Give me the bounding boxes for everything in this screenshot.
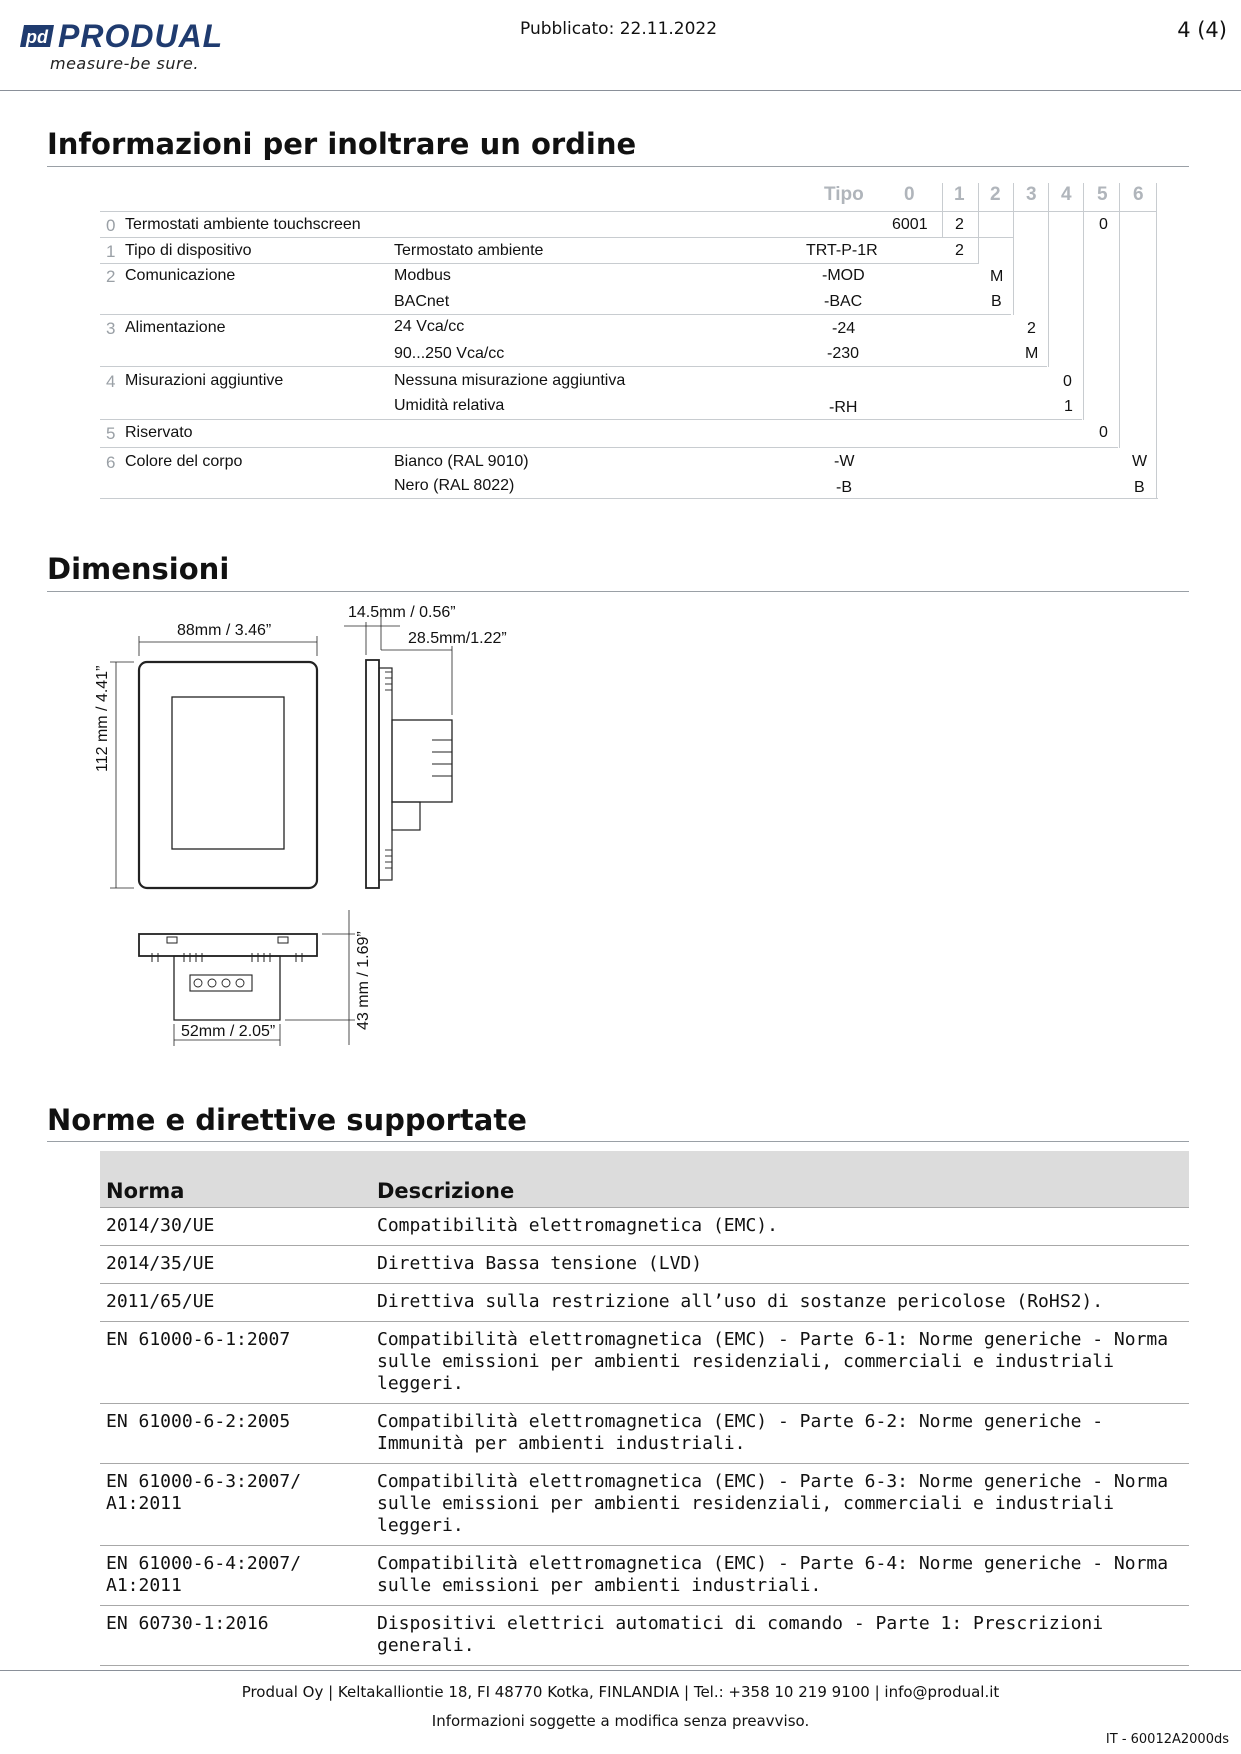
table-row	[100, 1322, 1189, 1404]
table-row	[100, 1404, 1189, 1464]
table-row	[100, 1464, 1189, 1546]
order-row-num: 4	[106, 372, 116, 391]
order-option-value: 1	[1064, 398, 1073, 415]
dimension-drawing	[0, 0, 560, 1060]
order-row-num: 2	[106, 267, 116, 286]
order-option-code: -B	[836, 479, 852, 496]
front-view-frame	[139, 662, 317, 888]
order-row-label: Riservato	[125, 424, 193, 441]
order-row-label: Termostati ambiente touchscreen	[125, 216, 361, 233]
order-option-name: Umidità relativa	[394, 397, 505, 414]
norma-cell: 2014/35/UE	[100, 1246, 371, 1284]
order-row0-code: 6001	[892, 216, 928, 233]
table-row	[100, 1208, 1189, 1246]
order-col-3: 3	[1026, 184, 1037, 205]
order-col-2: 2	[990, 184, 1001, 205]
dim-depth-front-label: 14.5mm / 0.56”	[348, 604, 456, 621]
svg-text:pd: pd	[26, 27, 48, 47]
side-view-front-plate	[366, 660, 379, 888]
order-row-num: 3	[106, 319, 116, 338]
order-vline-5	[1083, 183, 1084, 420]
order-option-value: B	[991, 293, 1002, 310]
footer-notice: Informazioni soggette a modifica senza preavviso.	[431, 1712, 810, 1730]
order-vline-6	[1119, 183, 1120, 448]
dim-height-label: 112 mm / 4.41”	[94, 665, 111, 772]
document-id: IT - 60012A2000ds	[1105, 1732, 1229, 1747]
dim-back-height-label: 43 mm / 1.69”	[355, 931, 372, 1030]
dim-width-label: 88mm / 3.46”	[177, 622, 272, 639]
table-row	[100, 1246, 1189, 1284]
order-option-name: BACnet	[394, 293, 450, 310]
order-option-code: -RH	[829, 399, 858, 416]
order-vline-2	[978, 183, 979, 264]
logo-tagline: measure-be sure.	[50, 54, 199, 73]
page-number: 4 (4)	[1177, 18, 1227, 42]
standards-header-row	[100, 1151, 1189, 1208]
order-option-name: 24 Vca/cc	[394, 318, 465, 335]
order-section-title: Informazioni per inoltrare un ordine	[47, 127, 637, 161]
order-option-value: 2	[955, 242, 964, 259]
order-option-value: M	[990, 268, 1004, 285]
norma-cell: EN 61000-6-3:2007/ A1:2011	[100, 1464, 371, 1546]
footer-address: Produal Oy | Keltakalliontie 18, FI 48770 Kotka, FINLANDIA | Tel.: +358 10 219 9100 | info@produal.it	[241, 1683, 1000, 1701]
logo-brand: PRODUAL	[58, 18, 224, 54]
order-option-value: M	[1025, 345, 1039, 362]
order-col-tipo: Tipo	[824, 184, 864, 205]
norma-cell: EN 61000-6-1:2007	[100, 1322, 371, 1404]
published-date: Pubblicato: 22.11.2022	[520, 19, 718, 39]
order-option-code: TRT-P-1R	[806, 242, 878, 259]
order-row-num: 6	[106, 453, 116, 472]
order-row0-val5: 0	[1099, 216, 1108, 233]
table-row	[100, 1546, 1189, 1606]
order-col-0: 0	[904, 184, 915, 205]
order-option-value: B	[1134, 479, 1145, 496]
standards-section-title: Norme e direttive supportate	[47, 1103, 527, 1137]
dim-depth-total-label: 28.5mm/1.22”	[408, 630, 507, 647]
order-option-name: Termostato ambiente	[394, 242, 544, 259]
order-row-num: 1	[106, 242, 116, 261]
order-option-code: -BAC	[824, 293, 863, 310]
order-option-value: 2	[1027, 320, 1036, 337]
order-row-label: Alimentazione	[125, 319, 226, 336]
order-row-num: 0	[106, 216, 116, 235]
descr-cell: Compatibilità elettromagnetica (EMC).	[371, 1208, 1189, 1246]
order-col-1: 1	[954, 184, 965, 205]
table-row	[100, 1284, 1189, 1322]
order-vline-4	[1048, 183, 1049, 367]
order-row-label: Colore del corpo	[125, 453, 243, 470]
norma-cell: EN 61000-6-2:2005	[100, 1404, 371, 1464]
order-option-name: Modbus	[394, 267, 451, 284]
col-norma: Norma	[106, 1179, 185, 1203]
dimensions-section-title: Dimensioni	[47, 552, 230, 586]
col-descrizione: Descrizione	[377, 1179, 515, 1203]
order-option-code: -W	[834, 453, 855, 470]
order-option-value: 0	[1063, 373, 1072, 390]
descr-cell: Compatibilità elettromagnetica (EMC) - Parte 6-4: Norme generiche - Norma sulle emissioni per ambienti industriali.	[371, 1546, 1189, 1606]
side-view-body	[392, 720, 452, 802]
order-option-value: 0	[1099, 424, 1108, 441]
order-vline-7	[1156, 183, 1157, 499]
order-vline-3	[1013, 183, 1014, 315]
standards-title-rule	[47, 1141, 1189, 1142]
norma-cell: EN 61000-6-4:2007/ A1:2011	[100, 1546, 371, 1606]
order-option-name: Nessuna misurazione aggiuntiva	[394, 372, 626, 389]
norma-cell: 2011/65/UE	[100, 1284, 371, 1322]
order-option-code: -MOD	[822, 267, 865, 284]
footer-divider	[0, 1670, 1241, 1671]
order-col-5: 5	[1097, 184, 1108, 205]
order-option-name: Bianco (RAL 9010)	[394, 453, 529, 470]
descr-cell: Compatibilità elettromagnetica (EMC) - Parte 6-1: Norme generiche - Norma sulle emissioni per ambienti residenziali, commerciali e industriali leggeri.	[371, 1322, 1189, 1404]
order-option-name: 90...250 Vca/cc	[394, 345, 505, 362]
norma-cell: 2014/30/UE	[100, 1208, 371, 1246]
descr-cell: Direttiva sulla restrizione all’uso di sostanze pericolose (RoHS2).	[371, 1284, 1189, 1322]
front-view-screen	[172, 697, 284, 849]
descr-cell: Dispositivi elettrici automatici di comando - Parte 1: Prescrizioni generali.	[371, 1606, 1189, 1666]
descr-cell: Compatibilità elettromagnetica (EMC) - Parte 6-2: Norme generiche - Immunità per ambienti industriali.	[371, 1404, 1189, 1464]
order-vline-1	[942, 183, 943, 238]
order-option-value: W	[1132, 453, 1148, 470]
order-option-code: -24	[832, 320, 856, 337]
order-row-label: Misurazioni aggiuntive	[125, 372, 284, 389]
dim-back-width-label: 52mm / 2.05”	[181, 1023, 276, 1040]
table-row	[100, 1606, 1189, 1666]
order-col-4: 4	[1061, 184, 1072, 205]
order-row-num: 5	[106, 424, 116, 443]
order-row0-val1: 2	[955, 216, 964, 233]
order-row-label: Tipo di dispositivo	[125, 242, 252, 259]
order-option-code: -230	[827, 345, 860, 362]
descr-cell: Compatibilità elettromagnetica (EMC) - Parte 6-3: Norme generiche - Norma sulle emissioni per ambienti residenziali, commerciali e industriali leggeri.	[371, 1464, 1189, 1546]
order-col-6: 6	[1133, 184, 1144, 205]
back-view-frame	[139, 934, 317, 956]
order-row-label: Comunicazione	[125, 267, 236, 284]
standards-table	[100, 1151, 1189, 1666]
norma-cell: EN 60730-1:2016	[100, 1606, 371, 1666]
order-option-name: Nero (RAL 8022)	[394, 477, 515, 494]
descr-cell: Direttiva Bassa tensione (LVD)	[371, 1246, 1189, 1284]
